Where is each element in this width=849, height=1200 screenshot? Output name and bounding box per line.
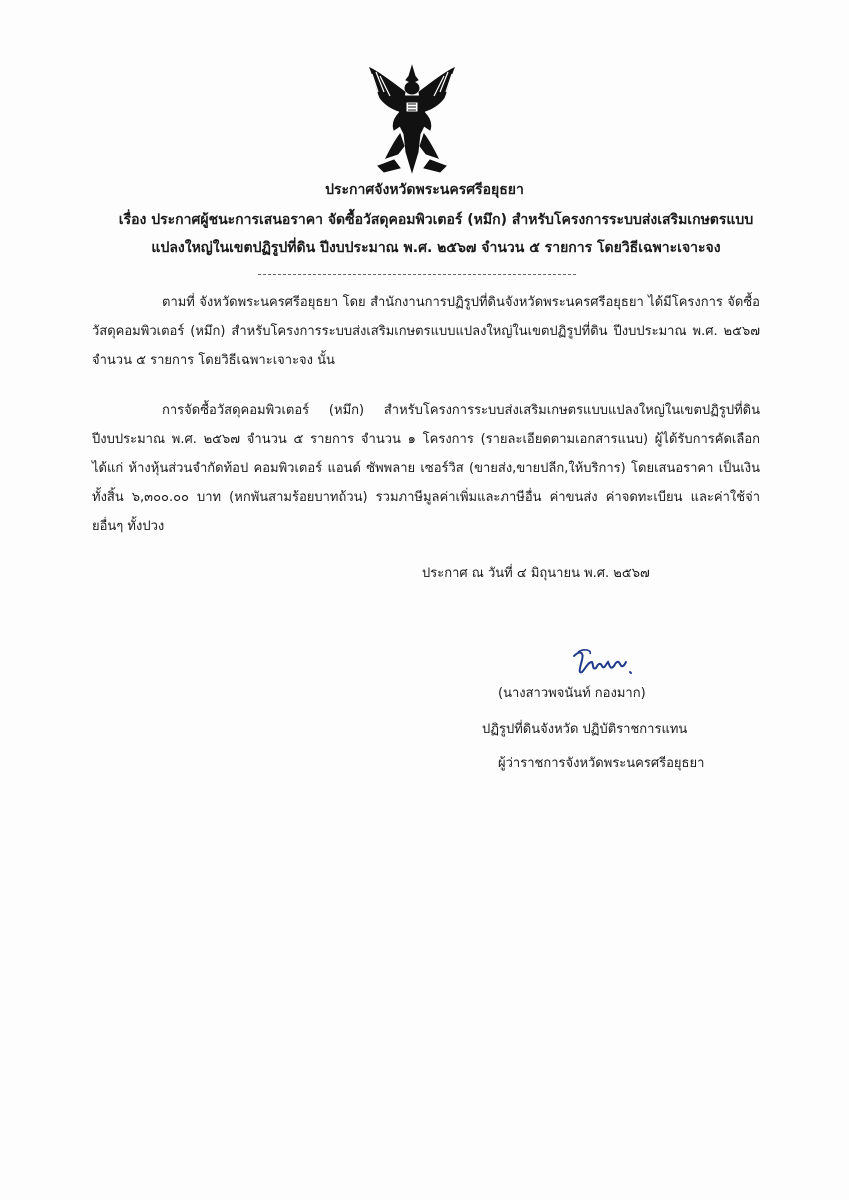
- paragraph-award-text: การจัดซื้อวัสดุคอมพิวเตอร์ (หมึก) สำหรับโครงการระบบส่งเสริมเกษตรแบบแปลงใหญ่ในเขตปฏิรูปที่ดิน ปีงบประมาณ พ.ศ. ๒๕๖๗ จำนวน ๕ รายการ จำนวน ๑ โครงการ (รายละเอียดตามเอกสารแนบ) ผู้ได้รับการคัดเลือก ได้แก่ ห้างหุ้นส่วนจำกัดท้อป คอมพิวเตอร์ แอนด์ ซัพพลาย เซอร์วิส (ขายส่ง,ขายปลีก,ให้บริการ) โดยเสนอราคา เป็นเงินทั้งสิ้น ๖,๓๐๐.๐๐ บาท (หกพันสามร้อยบาทถ้วน) รวมภาษีมูลค่าเพิ่มและภาษีอื่น ค่าขนส่ง ค่าจดทะเบียน และค่าใช้จ่ายอื่นๆ ทั้งปวง: [92, 403, 760, 534]
- document-subject: [96, 206, 776, 262]
- paragraph-intro-text: ตามที่ จังหวัดพระนครศรีอยุธยา โดย สำนักงานการปฏิรูปที่ดินจังหวัดพระนครศรีอยุธยา ได้มีโครงการ จัดซื้อวัสดุคอมพิวเตอร์ (หมึก) สำหรับโครงการระบบส่งเสริมเกษตรแบบแปลงใหญ่ในเขตปฏิรูปที่ดิน ปีงบประมาณ พ.ศ. ๒๕๖๗ จำนวน ๕ รายการ โดยวิธีเฉพาะเจาะจง นั้น: [92, 295, 760, 368]
- document-title: ประกาศจังหวัดพระนครศรีอยุธยา: [325, 182, 524, 198]
- separator-line: [258, 274, 576, 275]
- signer-position-2: ผู้ว่าราชการจังหวัดพระนครศรีอยุธยา: [498, 756, 705, 771]
- signer-position-1: ปฏิรูปที่ดินจังหวัด ปฏิบัติราชการแทน: [482, 722, 688, 737]
- subject-line-2: แปลงใหญ่ในเขตปฏิรูปที่ดิน ปีงบประมาณ พ.ศ. ๒๕๖๗ จำนวน ๕ รายการ โดยวิธีเฉพาะเจาะจง: [151, 240, 721, 256]
- signer-name: (นางสาวพจนันท์ กองมาก): [498, 686, 646, 701]
- paragraph-intro: [92, 288, 760, 375]
- paragraph-award: [92, 396, 760, 541]
- subject-line-1: เรื่อง ประกาศผู้ชนะการเสนอราคา จัดซื้อวัสดุคอมพิวเตอร์ (หมึก) สำหรับโครงการระบบส่งเสริมเกษตรแบบ: [118, 212, 754, 228]
- announcement-date: ประกาศ ณ วันที่ ๔ มิถุนายน พ.ศ. ๒๕๖๗: [422, 566, 650, 581]
- handwritten-signature: [570, 646, 640, 680]
- garuda-emblem-icon: [364, 62, 460, 178]
